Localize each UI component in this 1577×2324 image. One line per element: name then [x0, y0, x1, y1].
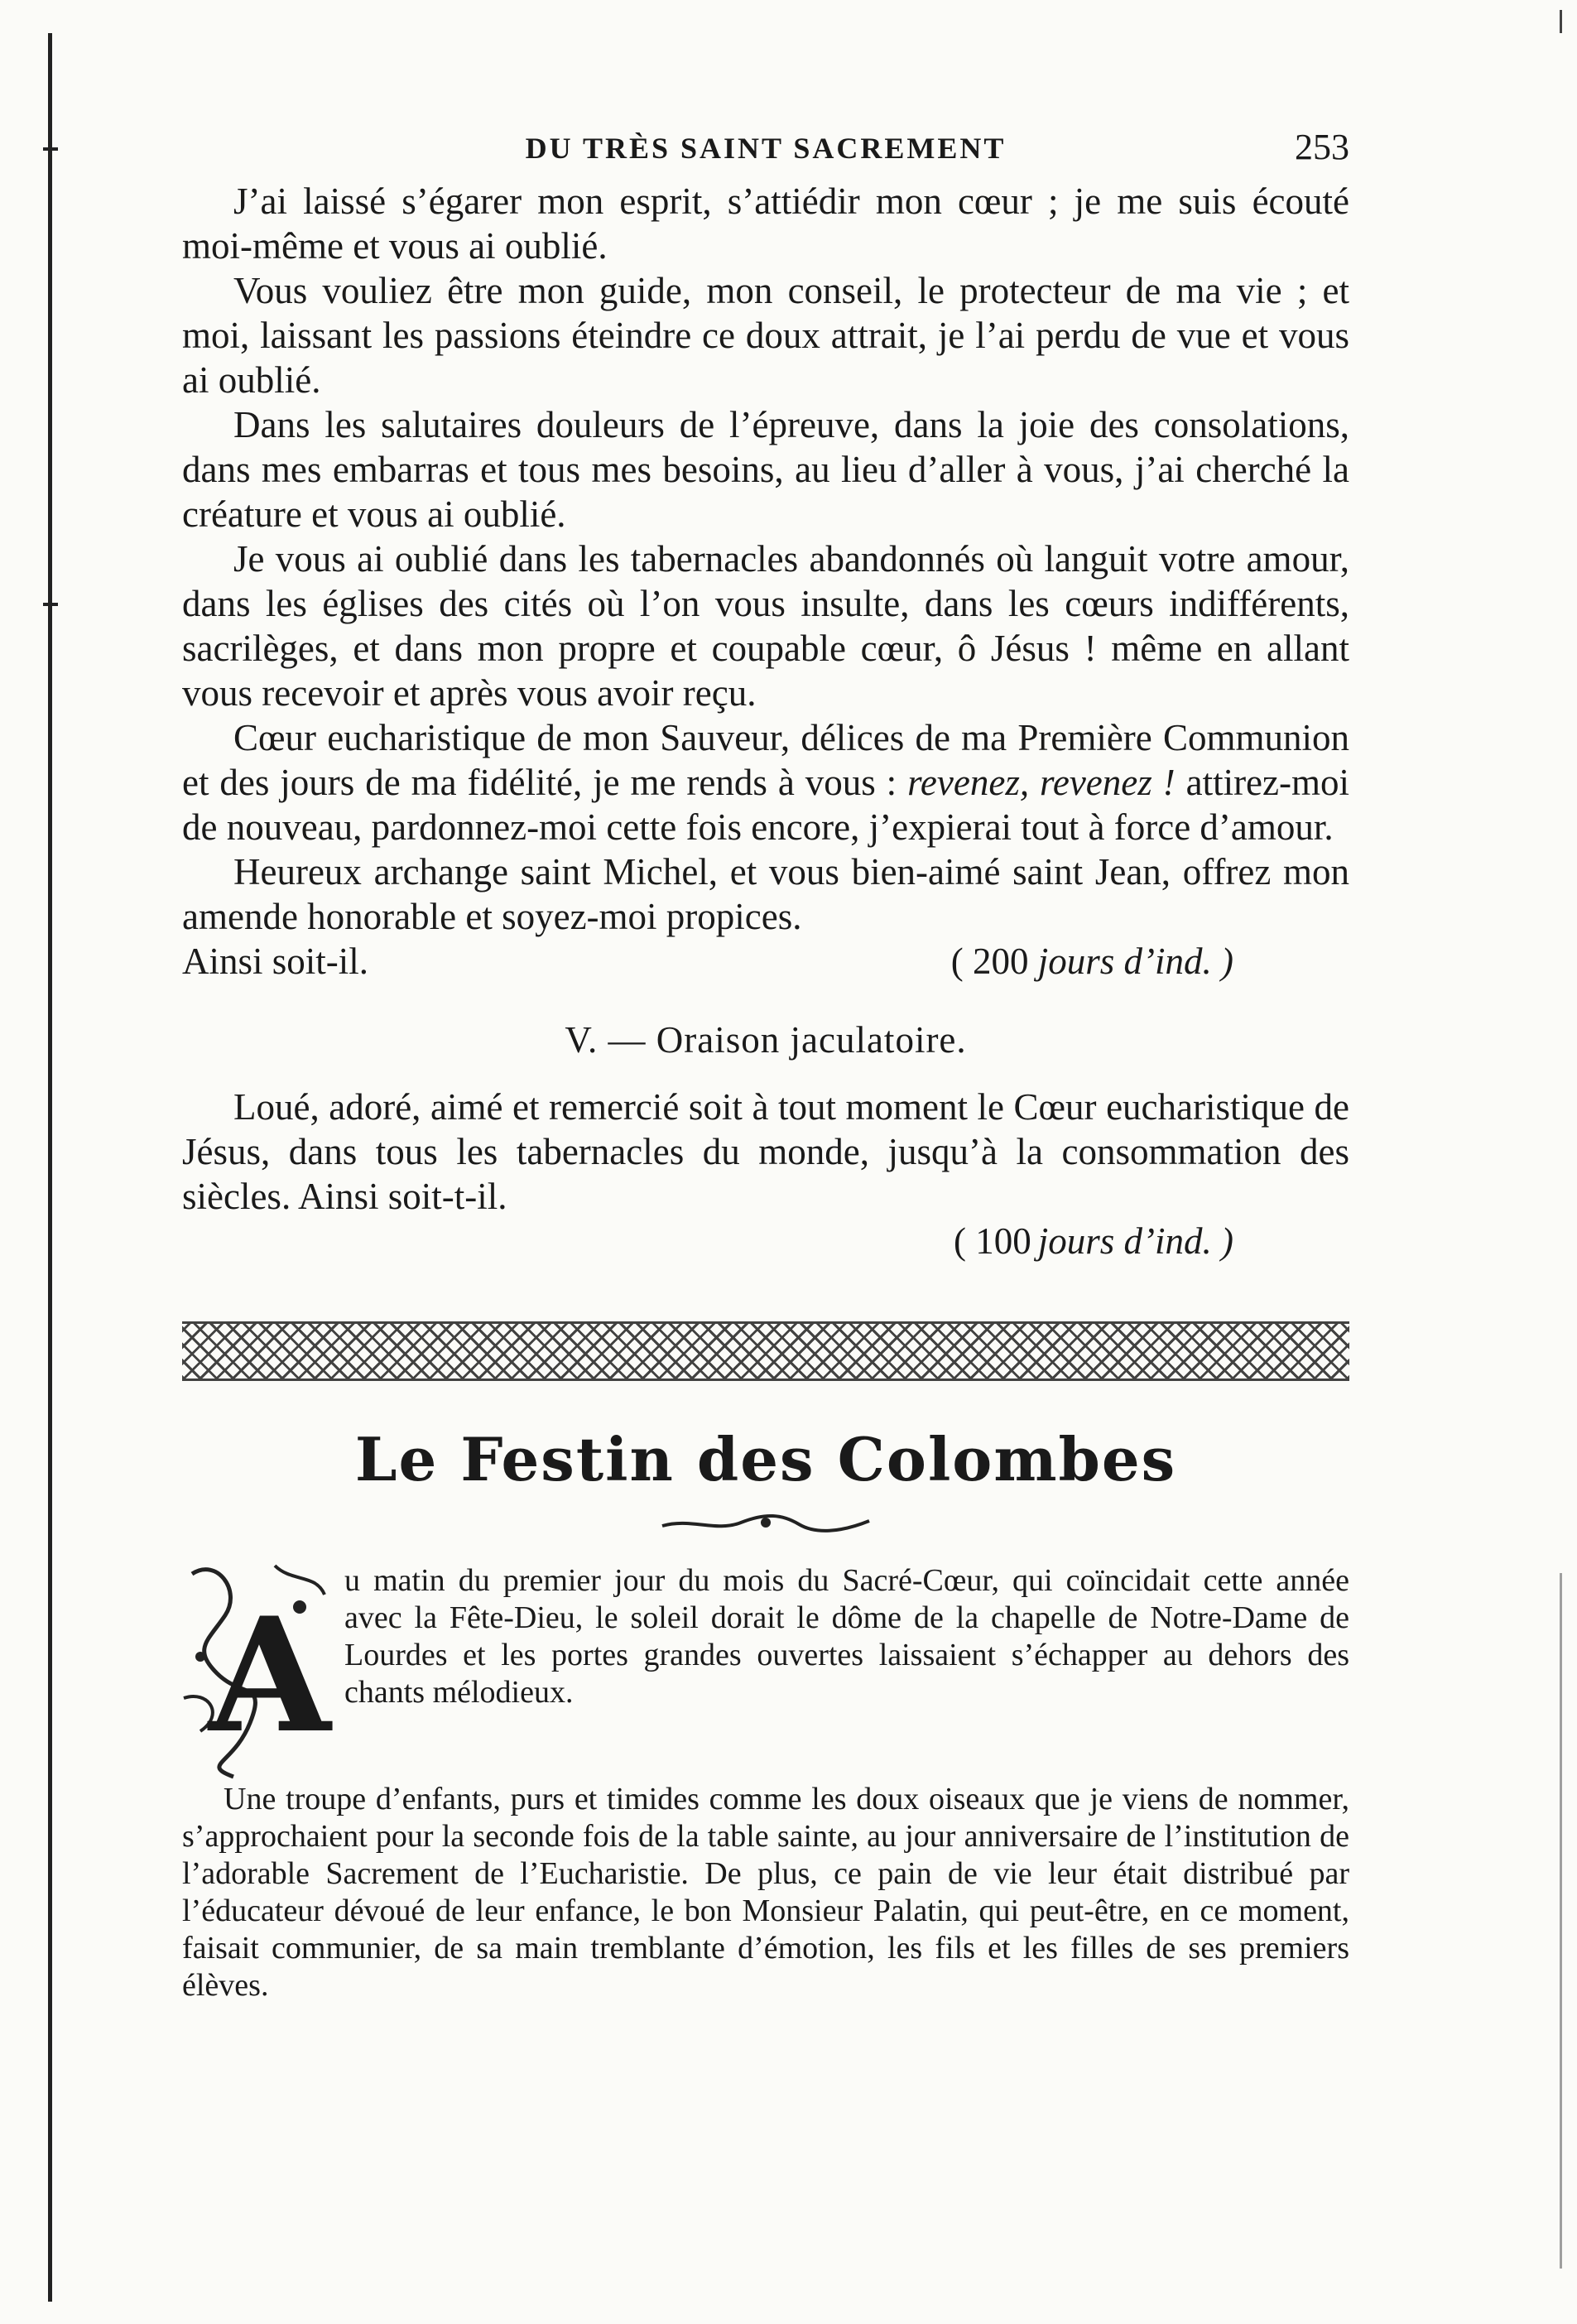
prayer-paragraph-michel: Heureux archange saint Michel, et vous bien-aimé saint Jean, offrez mon amende honorable et soyez-moi propices. — [182, 851, 1349, 937]
coeur-text-italic: revenez, revenez ! — [907, 762, 1176, 803]
prayer-paragraph: Dans les salutaires douleurs de l’épreuve, dans la joie des consolations, dans mes embarras et tous mes besoins, au lieu d’aller à vous, j’ai cherché la créature et vous ai oublié. — [182, 404, 1349, 535]
indulgence-number: ( 100 — [954, 1220, 1031, 1262]
binding-tick — [43, 147, 58, 151]
book-page — [182, 124, 1349, 2004]
amen-text: Ainsi soit-il. — [182, 941, 369, 982]
page-edge-mark — [1560, 10, 1562, 33]
page-header — [182, 124, 1349, 179]
prayer-paragraph: J’ai laissé s’égarer mon esprit, s’attiédir mon cœur ; je me suis écouté moi-même et vous ai oublié. — [182, 180, 1349, 267]
prayer-paragraph: Vous vouliez être mon guide, mon conseil, le protecteur de ma vie ; et moi, laissant les passions éteindre ce doux attrait, je l’ai perdu de vue et vous ai oublié. — [182, 270, 1349, 401]
coeur-text-end: attirez-moi de nouveau, pardonnez-moi cette fois encore, j’expierai tout à force d’amour. — [182, 762, 1349, 848]
binding-tick — [43, 603, 58, 606]
prayer-paragraph-coeur — [182, 715, 1349, 849]
binding-edge-line — [48, 33, 52, 2302]
prayer-closing-line — [182, 939, 1349, 984]
dropcap-letter: A — [209, 1583, 331, 1768]
decorated-initial — [175, 1557, 333, 1781]
ornamental-divider — [182, 1321, 1349, 1381]
flourish-ornament — [658, 1511, 873, 1536]
page-number: 253 — [1295, 127, 1349, 167]
story-body — [182, 1557, 1349, 2004]
story-paragraph-1: u matin du premier jour du mois du Sacré-Cœur, qui coïncidait cette année avec la Fête-Dieu, le soleil dorait le dôme de la chapelle de Notre-Dame de Lourdes et les portes grandes ouvertes laissaient s’échapper au dehors des chants mélodieux. — [344, 1563, 1349, 1710]
indulgence-number: ( 200 — [950, 941, 1029, 982]
coeur-text-start: Cœur eucharistique de mon Sauveur, délices de ma Première Communion et des jours de ma fidélité, je me rends à vous : — [182, 717, 1349, 803]
ejaculatory-prayer: Loué, adoré, aimé et remercié soit à tout moment le Cœur eucharistique de Jésus, dans tous les tabernacles du monde, jusqu’à la consommation des siècles. Ainsi soit-t-il. — [182, 1086, 1349, 1217]
page-edge-mark — [1560, 1573, 1562, 2269]
section-heading: V. — Oraison jaculatoire. — [565, 1019, 967, 1061]
story-paragraph-2: Une troupe d’enfants, purs et timides comme les doux oiseaux que je viens de nommer, s’approchaient pour la seconde fois de la table sainte, au jour anniversaire de l’institution de l’adorable Sacrement de l’Eucharistie. De plus, ce pain de vie leur était distribué par l’éducateur dévoué de leur enfance, le bon Monsieur Palatin, qui peut-être, en ce moment, faisait communier, de sa main tremblante d’émotion, les fils et les filles de ses premiers élèves. — [182, 1782, 1349, 2003]
indulgence-label: jours d’ind. ) — [1037, 1220, 1233, 1262]
indulgence-note — [951, 939, 1349, 984]
indulgence-label: jours d’ind. ) — [1037, 941, 1233, 982]
running-title: DU TRÈS SAINT SACREMENT — [525, 132, 1007, 165]
story-title: Le Festin des Colombes — [354, 1424, 1177, 1494]
indulgence-note-2 — [182, 1219, 1349, 1263]
prayer-paragraph: Je vous ai oublié dans les tabernacles abandonnés où languit votre amour, dans les églises des cités où l’on vous insulte, dans les cœurs indifférents, sacrilèges, et dans mon propre et coupable cœur, ô Jésus ! même en allant vous recevoir et après vous avoir reçu. — [182, 538, 1349, 714]
prayer-text — [182, 179, 1349, 984]
